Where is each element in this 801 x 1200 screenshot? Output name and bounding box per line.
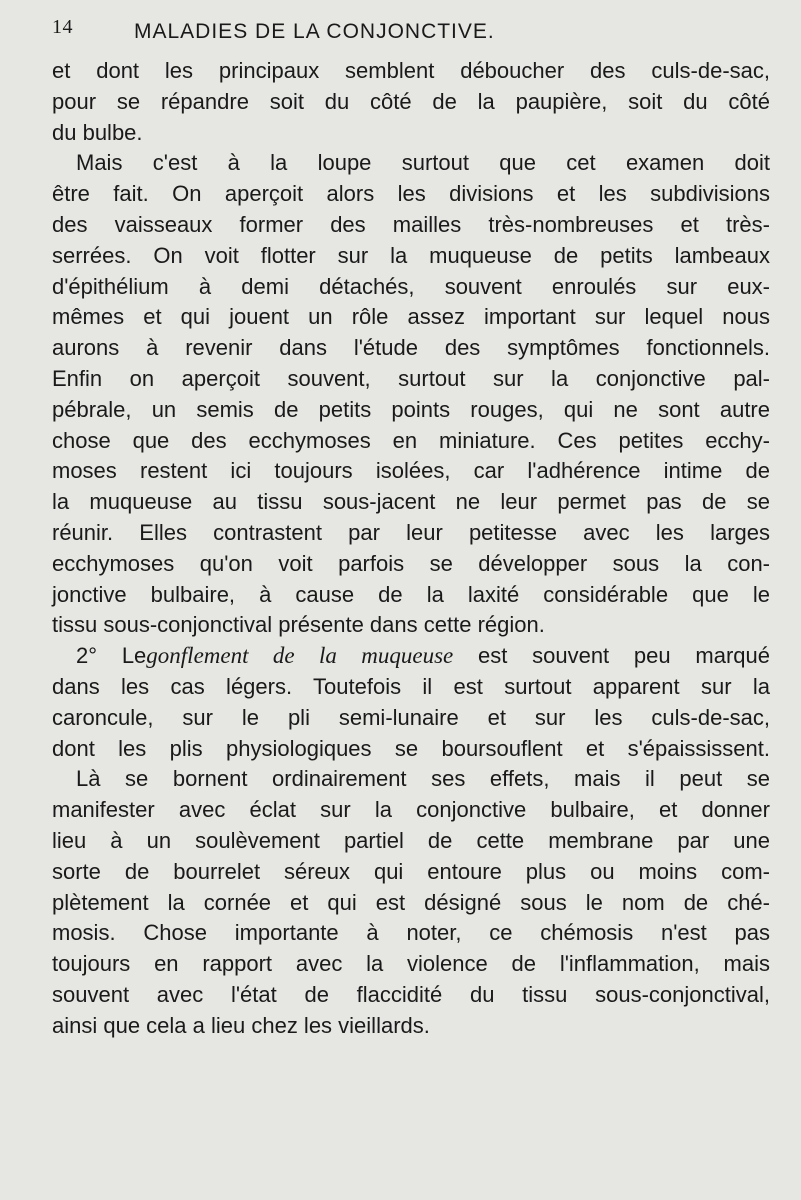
text-line: souvent avec l'état de flaccidité du tissu sous-conjonctival, bbox=[52, 981, 770, 1007]
body-text bbox=[52, 56, 770, 1042]
text-line: réunir. Elles contrastent par leur petitesse avec les larges bbox=[52, 519, 770, 545]
text-line: et dont les principaux semblent déboucher des culs-de-sac, bbox=[52, 58, 770, 83]
text-line: jonctive bulbaire, à cause de la laxité considérable que le bbox=[52, 581, 770, 607]
text-line: plètement la cornée et qui est désigné sous le nom de ché- bbox=[52, 889, 770, 915]
running-head bbox=[52, 18, 752, 48]
text-line: la muqueuse au tissu sous-jacent ne leur permet pas de se bbox=[52, 489, 770, 515]
text-line: caroncule, sur le pli semi-lunaire et sur les culs-de-sac, bbox=[52, 704, 770, 730]
text-line: aurons à revenir dans l'étude des symptômes fonctionnels. bbox=[52, 335, 770, 361]
running-title: MALADIES DE LA CONJONCTIVE. bbox=[134, 20, 495, 43]
text-line: Mais c'est à la loupe surtout que cet examen doit bbox=[76, 150, 770, 176]
section-line-rest: est souvent peu marqué bbox=[478, 643, 770, 669]
text-line: tissu sous-conjonctival présente dans cette région. bbox=[52, 612, 545, 638]
text-line: pébrale, un semis de petits points rouges, qui ne sont autre bbox=[52, 396, 770, 422]
text-line: des vaisseaux former des mailles très-nombreuses et très- bbox=[52, 211, 770, 237]
section-article: Le bbox=[121, 643, 147, 669]
text-line: du bulbe. bbox=[52, 119, 143, 145]
text-line: lieu à un soulèvement partiel de cette membrane par une bbox=[52, 827, 770, 853]
text-line: serrées. On voit flotter sur la muqueuse de petits lambeaux bbox=[52, 242, 770, 268]
text-line: ainsi que cela a lieu chez les vieillards. bbox=[52, 1012, 430, 1038]
text-line: dont les plis physiologiques se boursouflent et s'épaississent. bbox=[52, 735, 770, 761]
text-line: d'épithélium à demi détachés, souvent enroulés sur eux- bbox=[52, 273, 770, 299]
text-line: manifester avec éclat sur la conjonctive bulbaire, et donner bbox=[52, 797, 770, 823]
text-line: sorte de bourrelet séreux qui entoure plus ou moins com- bbox=[52, 858, 770, 884]
section-number: 2° bbox=[76, 643, 98, 669]
text-line: toujours en rapport avec la violence de l'inflammation, mais bbox=[52, 951, 770, 977]
text-line: être fait. On aperçoit alors les divisions et les subdivisions bbox=[52, 181, 770, 207]
text-line: chose que des ecchymoses en miniature. Ces petites ecchy- bbox=[52, 427, 770, 453]
section-italic-title: gonflement de la muqueuse bbox=[146, 643, 454, 669]
text-line: dans les cas légers. Toutefois il est surtout apparent sur la bbox=[52, 673, 770, 699]
text-line: ecchymoses qu'on voit parfois se développer sous la con- bbox=[52, 550, 770, 576]
text-line: mosis. Chose importante à noter, ce chémosis n'est pas bbox=[52, 920, 770, 946]
text-line: Là se bornent ordinairement ses effets, mais il peut se bbox=[76, 766, 770, 792]
text-line: Enfin on aperçoit souvent, surtout sur la conjonctive pal- bbox=[52, 365, 770, 391]
page-number: 14 bbox=[52, 16, 73, 38]
text-line: moses restent ici toujours isolées, car l'adhérence intime de bbox=[52, 458, 770, 484]
text-line: pour se répandre soit du côté de la paupière, soit du côté bbox=[52, 88, 770, 114]
text-line: mêmes et qui jouent un rôle assez important sur lequel nous bbox=[52, 304, 770, 330]
section-heading-line bbox=[52, 641, 770, 672]
